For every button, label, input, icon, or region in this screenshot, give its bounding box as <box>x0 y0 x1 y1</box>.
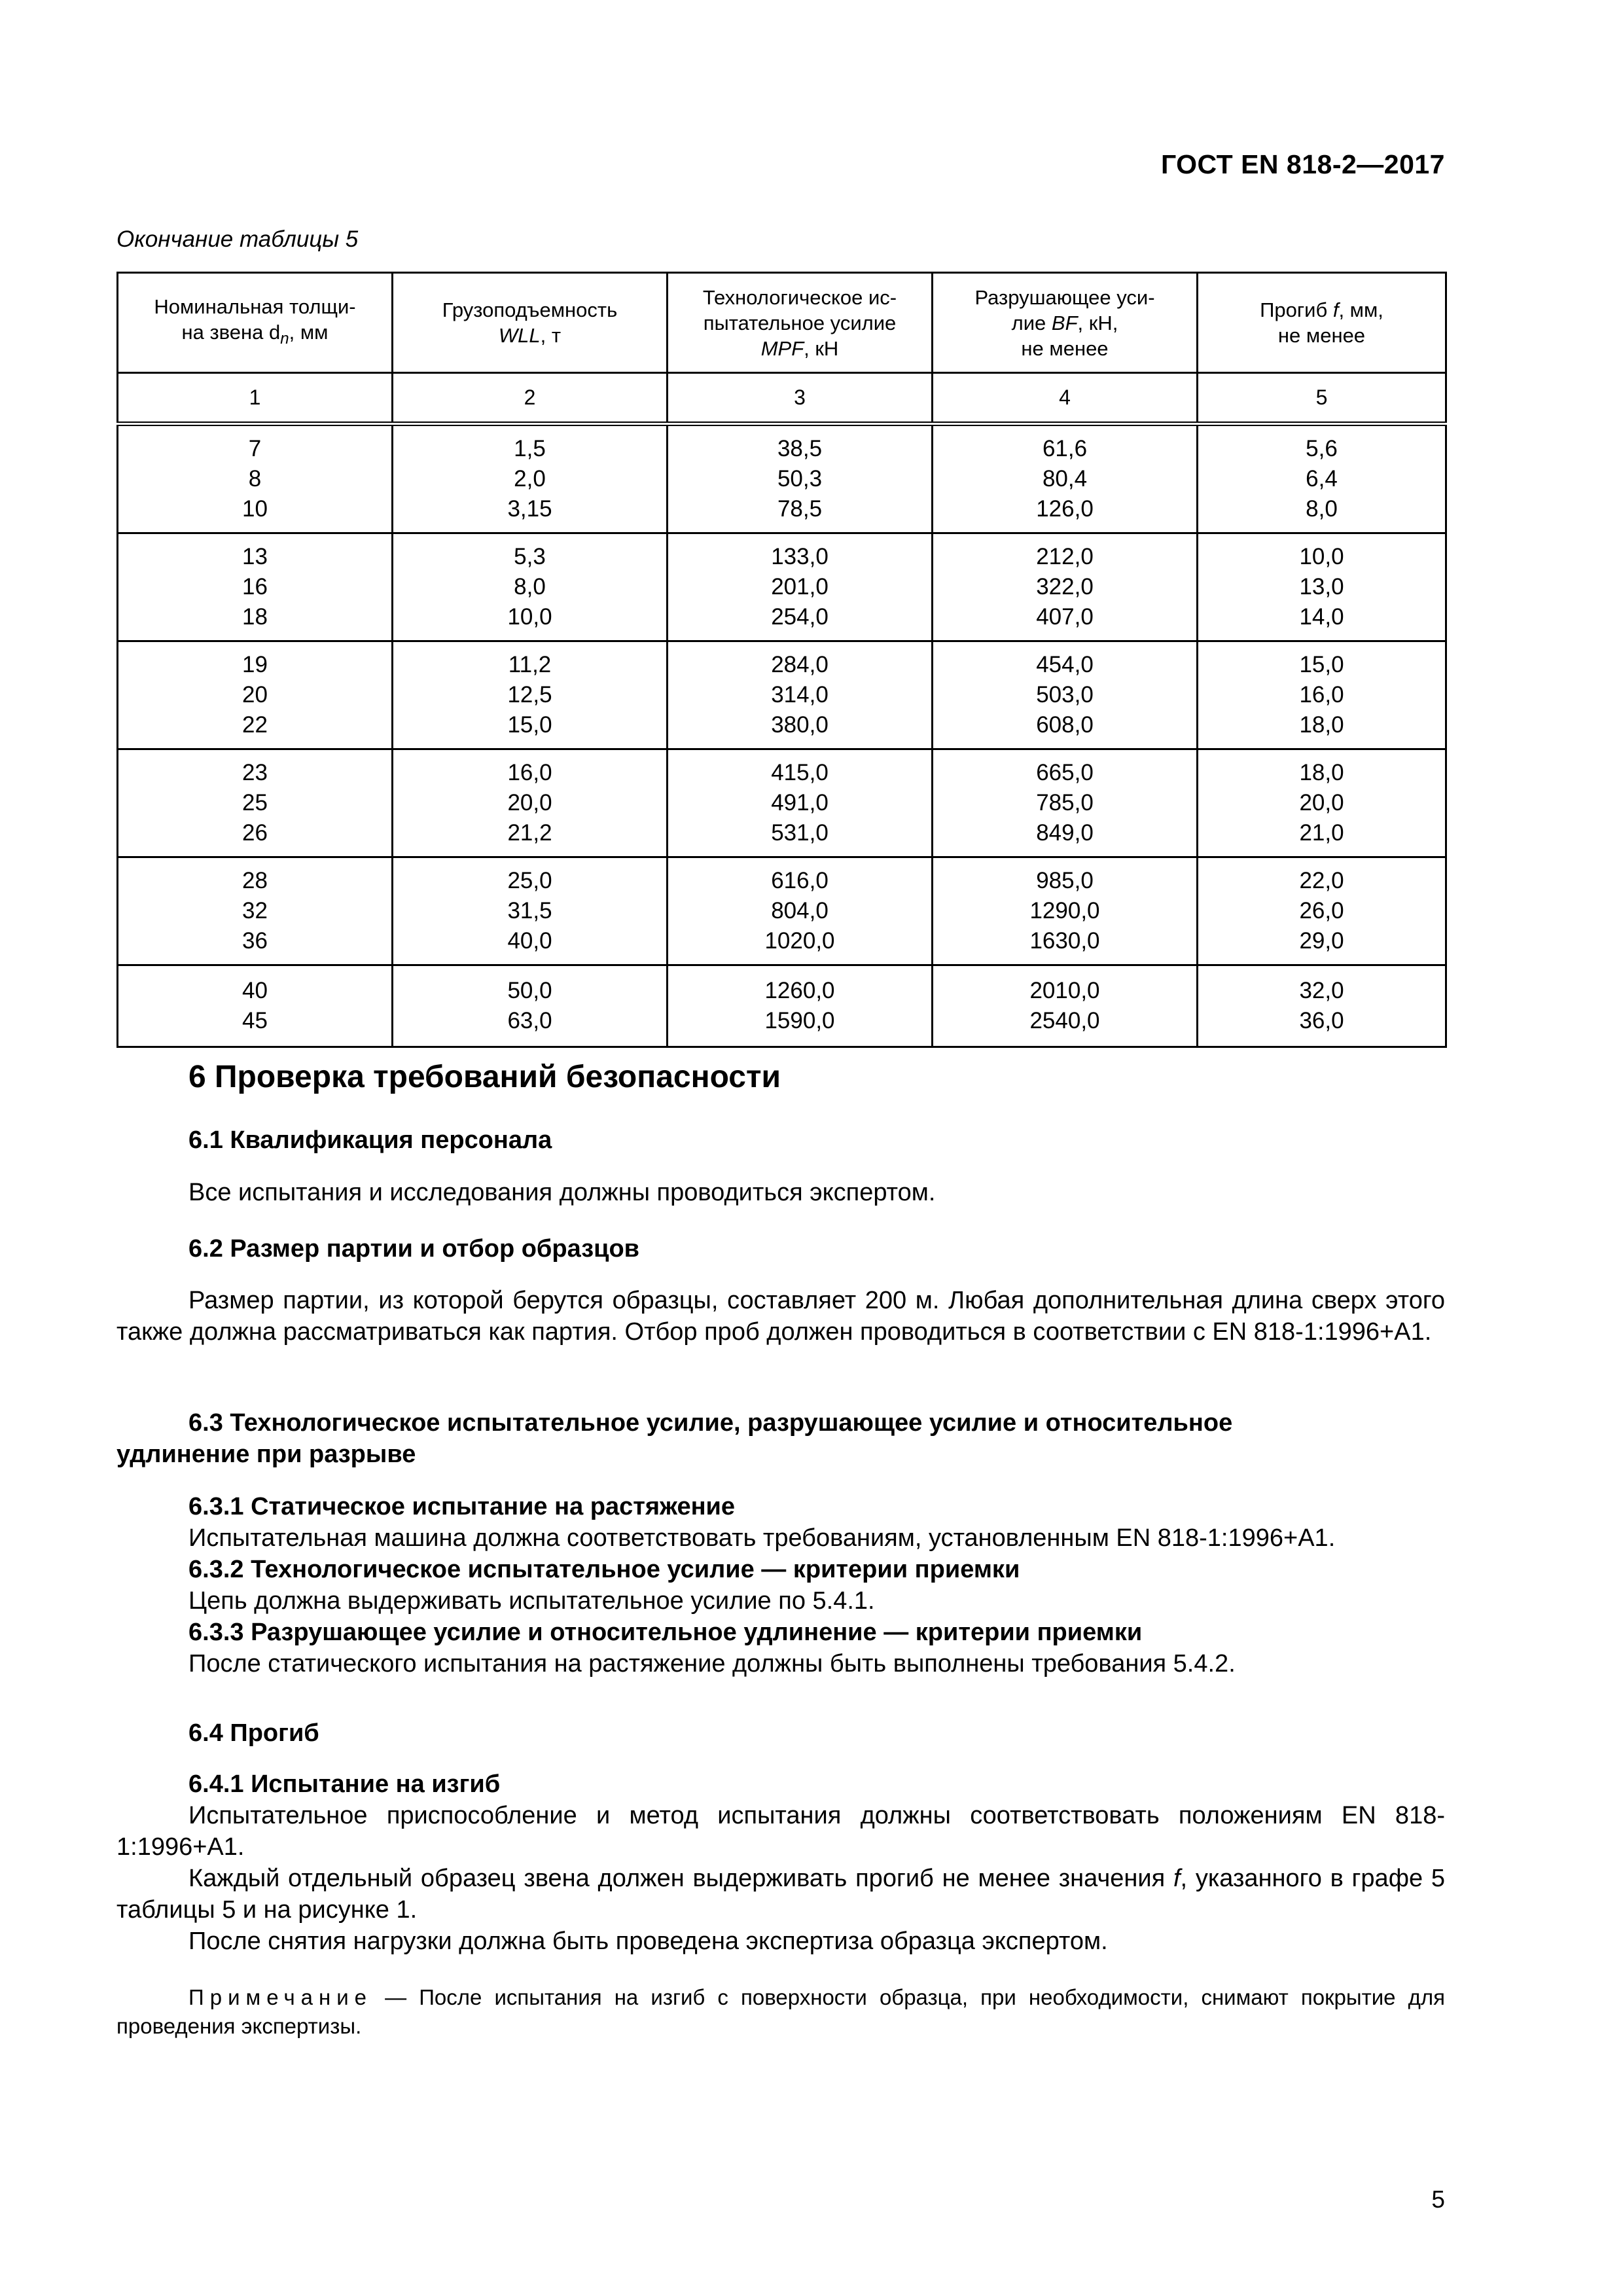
cell-value: 20,0 <box>507 790 552 816</box>
cell-value: 22 <box>242 712 268 738</box>
section-6-1-title: 6.1 Квалификация персонала <box>188 1126 552 1154</box>
cell-value: 5,3 <box>514 544 546 569</box>
cell-value: 25 <box>242 790 268 816</box>
column-number: 4 <box>933 373 1198 424</box>
section-6-2-title: 6.2 Размер партии и отбор образцов <box>188 1235 640 1263</box>
table-cell <box>118 641 393 749</box>
cell-value: 32,0 <box>1299 978 1344 1003</box>
cell-value: 1590,0 <box>764 1008 835 1033</box>
cell-value: 26,0 <box>1299 898 1344 924</box>
table-cell <box>1198 533 1446 641</box>
section-6-3-title-line2: удлинение при разрыве <box>116 1441 416 1468</box>
cell-value: 40 <box>242 978 268 1003</box>
table-cell <box>118 749 393 857</box>
cell-value: 407,0 <box>1036 604 1094 630</box>
note <box>116 1983 1445 2041</box>
cell-value: 314,0 <box>771 682 829 708</box>
cell-value: 10,0 <box>507 604 552 630</box>
section-6-4-title: 6.4 Прогиб <box>188 1719 319 1747</box>
cell-value: 2,0 <box>514 466 546 492</box>
table-cell <box>933 857 1198 965</box>
cell-value: 36 <box>242 928 268 954</box>
cell-value: 28 <box>242 868 268 893</box>
cell-value: 15,0 <box>507 712 552 738</box>
paragraph: Испытательная машина должна соответствовать требованиям, установленным EN 818-1:1996+A1. <box>188 1524 1336 1552</box>
page-number: 5 <box>1431 2186 1445 2213</box>
column-number: 1 <box>118 373 393 424</box>
cell-value: 1,5 <box>514 436 546 461</box>
table-row <box>118 857 1446 965</box>
cell-value: 608,0 <box>1036 712 1094 738</box>
section-6-4-1-title: 6.4.1 Испытание на изгиб <box>188 1770 501 1798</box>
cell-value: 25,0 <box>507 868 552 893</box>
column-numbering-row <box>118 373 1446 424</box>
table-cell <box>393 424 668 533</box>
header-mpf: Технологическое ис- пытательное усилие MPF, кН <box>668 273 933 373</box>
section-6-1-body <box>116 1177 1445 1208</box>
cell-value: 18,0 <box>1299 760 1344 785</box>
table-row <box>118 965 1446 1047</box>
paragraph: Каждый отдельный образец звена должен выдерживать прогиб не менее значения f, указанного в графе 5 таблицы 5 и на рисунке 1. <box>116 1865 1445 1924</box>
table-cell <box>668 641 933 749</box>
table-cell <box>393 641 668 749</box>
cell-value: 13 <box>242 544 268 569</box>
cell-value: 6,4 <box>1306 466 1338 492</box>
cell-value: 11,2 <box>508 652 552 677</box>
cell-value: 21,2 <box>507 820 552 846</box>
column-number: 3 <box>668 373 933 424</box>
section-6-2-body <box>116 1285 1445 1348</box>
cell-value: 22,0 <box>1299 868 1344 893</box>
cell-value: 1260,0 <box>764 978 835 1003</box>
cell-value: 18 <box>242 604 268 630</box>
table-cell <box>933 424 1198 533</box>
cell-value: 284,0 <box>771 652 829 677</box>
cell-value: 8,0 <box>514 574 546 600</box>
cell-value: 32 <box>242 898 268 924</box>
cell-value: 665,0 <box>1036 760 1094 785</box>
table-row <box>118 641 1446 749</box>
cell-value: 8 <box>248 466 262 492</box>
cell-value: 19 <box>242 652 268 677</box>
paragraph: Размер партии, из которой берутся образцы, составляет 200 м. Любая дополнительная длина сверх этого также должна рассматриваться как партия. Отбор проб должен проводиться в соответствии с EN 818-1:1996+A1. <box>116 1287 1445 1346</box>
section-6-title: 6 Проверка требований безопасности <box>188 1060 781 1094</box>
section-6-3-title-line1: 6.3 Технологическое испытательное усилие, разрушающее усилие и относительное <box>188 1409 1233 1437</box>
cell-value: 849,0 <box>1036 820 1094 846</box>
cell-value: 254,0 <box>771 604 829 630</box>
cell-value: 36,0 <box>1299 1008 1344 1033</box>
table-cell <box>933 533 1198 641</box>
table-cell <box>668 965 933 1047</box>
column-number: 2 <box>393 373 668 424</box>
section-6-4 <box>116 1717 1445 1749</box>
cell-value: 454,0 <box>1036 652 1094 677</box>
table-cell <box>118 533 393 641</box>
cell-value: 38,5 <box>777 436 823 461</box>
table-cell <box>668 533 933 641</box>
cell-value: 31,5 <box>507 898 552 924</box>
table-row <box>118 749 1446 857</box>
cell-value: 133,0 <box>771 544 829 569</box>
paragraph: Цепь должна выдерживать испытательное усилие по 5.4.1. <box>188 1587 875 1615</box>
cell-value: 212,0 <box>1036 544 1094 569</box>
cell-value: 201,0 <box>771 574 829 600</box>
cell-value: 21,0 <box>1299 820 1344 846</box>
header-nominal-thickness: Номинальная толщи- на звена $d_n$, мм <box>118 273 393 373</box>
table-5 <box>116 272 1447 1048</box>
section-6-3-2-title: 6.3.2 Технологическое испытательное усилие — критерии приемки <box>188 1556 1020 1583</box>
cell-value: 18,0 <box>1299 712 1344 738</box>
cell-value: 1630,0 <box>1029 928 1100 954</box>
cell-value: 785,0 <box>1036 790 1094 816</box>
cell-value: 380,0 <box>771 712 829 738</box>
cell-value: 50,3 <box>777 466 823 492</box>
column-number: 5 <box>1198 373 1446 424</box>
cell-value: 29,0 <box>1299 928 1344 954</box>
cell-value: 40,0 <box>507 928 552 954</box>
table-caption: Окончание таблицы 5 <box>116 226 359 252</box>
section-6-1 <box>116 1124 1445 1156</box>
table-cell <box>393 965 668 1047</box>
table-cell <box>118 857 393 965</box>
cell-value: 61,6 <box>1042 436 1088 461</box>
cell-value: 26 <box>242 820 268 846</box>
table-cell <box>1198 857 1446 965</box>
section-6-4-1 <box>116 1768 1445 1957</box>
table-cell <box>118 424 393 533</box>
table-cell <box>118 965 393 1047</box>
table-cell <box>1198 965 1446 1047</box>
section-6 <box>116 1062 1445 1093</box>
table-row <box>118 424 1446 533</box>
note-paragraph: Примечание — После испытания на изгиб с поверхности образца, при необходимости, снимают покрытие для проведения экспертизы. <box>116 1985 1445 2038</box>
header-bf: Разрушающее уси- лие BF, кН, не менее <box>933 273 1198 373</box>
cell-value: 15,0 <box>1299 652 1344 677</box>
cell-value: 50,0 <box>507 978 552 1003</box>
section-6-3 <box>116 1407 1445 1470</box>
table-cell <box>933 641 1198 749</box>
cell-value: 616,0 <box>771 868 829 893</box>
table-cell <box>1198 641 1446 749</box>
paragraph: Испытательное приспособление и метод испытания должны соответствовать положениям EN 818-1:1996+A1. <box>116 1802 1445 1861</box>
cell-value: 985,0 <box>1036 868 1094 893</box>
table-cell <box>393 749 668 857</box>
cell-value: 804,0 <box>771 898 829 924</box>
cell-value: 63,0 <box>507 1008 552 1033</box>
table-row <box>118 533 1446 641</box>
table-cell <box>1198 424 1446 533</box>
cell-value: 531,0 <box>771 820 829 846</box>
section-6-3-1-title: 6.3.1 Статическое испытание на растяжение <box>188 1493 736 1520</box>
table-cell <box>933 965 1198 1047</box>
cell-value: 14,0 <box>1299 604 1344 630</box>
cell-value: 20 <box>242 682 268 708</box>
cell-value: 16 <box>242 574 268 600</box>
section-6-2 <box>116 1233 1445 1265</box>
cell-value: 2540,0 <box>1029 1008 1100 1033</box>
cell-value: 12,5 <box>507 682 552 708</box>
table-cell <box>668 749 933 857</box>
cell-value: 16,0 <box>1299 682 1344 708</box>
paragraph: После статического испытания на растяжение должны быть выполнены требования 5.4.2. <box>188 1650 1236 1677</box>
paragraph: После снятия нагрузки должна быть проведена экспертиза образца экспертом. <box>188 1928 1108 1955</box>
cell-value: 415,0 <box>771 760 829 785</box>
table-cell <box>668 424 933 533</box>
header-deflection: Прогиб f, мм, не менее <box>1198 273 1446 373</box>
table-cell <box>933 749 1198 857</box>
cell-value: 503,0 <box>1036 682 1094 708</box>
cell-value: 20,0 <box>1299 790 1344 816</box>
document-code: ГОСТ EN 818-2—2017 <box>1160 149 1445 179</box>
cell-value: 1020,0 <box>764 928 835 954</box>
header-wll: Грузоподъемность WLL, т <box>393 273 668 373</box>
section-6-3-subsections <box>116 1491 1445 1679</box>
table-cell <box>668 857 933 965</box>
cell-value: 16,0 <box>507 760 552 785</box>
table-cell <box>393 857 668 965</box>
cell-value: 78,5 <box>777 496 823 522</box>
cell-value: 13,0 <box>1299 574 1344 600</box>
cell-value: 10 <box>242 496 268 522</box>
cell-value: 10,0 <box>1299 544 1344 569</box>
cell-value: 1290,0 <box>1029 898 1100 924</box>
cell-value: 7 <box>248 436 262 461</box>
table-header-row <box>118 273 1446 373</box>
cell-value: 322,0 <box>1036 574 1094 600</box>
cell-value: 23 <box>242 760 268 785</box>
section-6-3-3-title: 6.3.3 Разрушающее усилие и относительное удлинение — критерии приемки <box>188 1619 1143 1646</box>
cell-value: 126,0 <box>1036 496 1094 522</box>
cell-value: 80,4 <box>1042 466 1088 492</box>
table-cell <box>1198 749 1446 857</box>
paragraph: Все испытания и исследования должны проводиться экспертом. <box>188 1179 936 1206</box>
cell-value: 5,6 <box>1306 436 1338 461</box>
cell-value: 45 <box>242 1008 268 1033</box>
cell-value: 3,15 <box>507 496 552 522</box>
cell-value: 2010,0 <box>1029 978 1100 1003</box>
cell-value: 8,0 <box>1306 496 1338 522</box>
table-cell <box>393 533 668 641</box>
note-label: Примечание <box>188 1985 373 2009</box>
cell-value: 491,0 <box>771 790 829 816</box>
